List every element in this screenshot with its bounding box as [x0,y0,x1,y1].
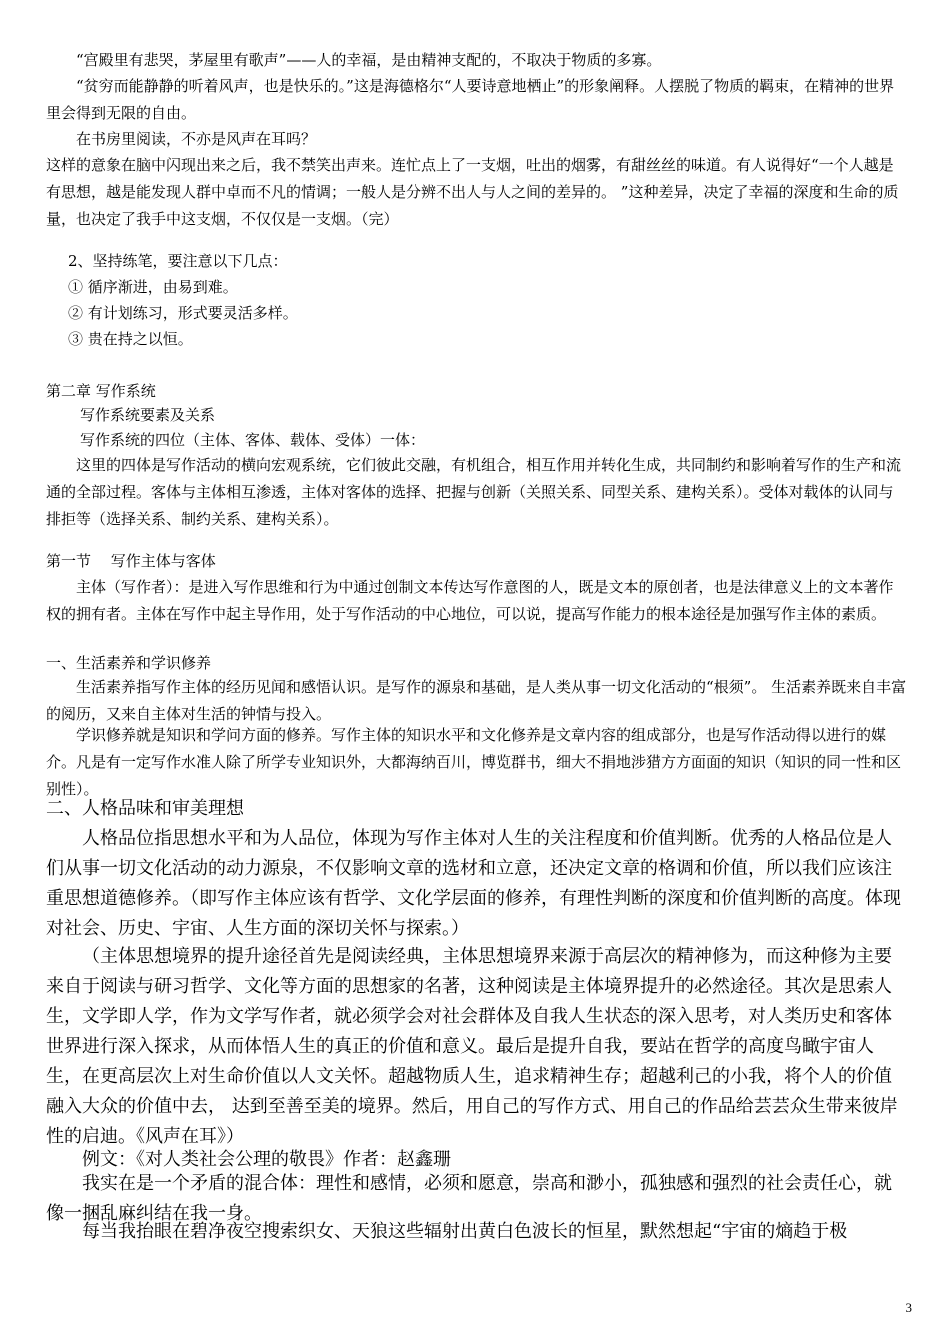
example-title: 例文：《对人类社会公理的敬畏》作者：赵鑫珊 [82,1149,451,1170]
paragraph-improvement-paths: （主体思想境界的提升途径首先是阅读经典，主体思想境界来源于高层次的精神修为，而这种修为主要来自于阅读与研习哲学、文化等方面的思想家的名著，这种阅读是主体境界提升的必然途径。其次是思索人生，文学即人学，作为文学写作者，就必须学会对社会群体及自我人生状态的深入思考，对人类历史和客体世界进行深入探求，从而体悟人生的真正的价值和意义。最后是提升自我，要站在哲学的高度鸟瞰宇宙人生，在更高层次上对生命价值以人文关怀。超越物质人生，追求精神生存；超越利己的小我，将个人的价值融入大众的价值中去， 达到至善至美的境界。然后，用自己的写作方式、用自己的作品给芸芸众生带来彼岸性的启迪。《风声在耳》） [46,946,898,1147]
list-item-2: ② 有计划练习，形式要灵活多样。 [68,304,298,322]
paragraph-smoke: 这样的意象在脑中闪现出来之后，我不禁笑出声来。连忙点上了一支烟，吐出的烟雾，有甜丝丝的味道。有人说得好“一个人越是有思想，越是能发现人群中卓而不凡的情调；一般人是分辨不出人与人之间的差异的。 ”这种差异，决定了幸福的深度和生命的质量，也决定了我手中这支烟，不仅仅是一支烟。（完） [46,156,899,228]
paragraph-heidegger: “贫穷而能静静的听着风声，也是快乐的。”这是海德格尔“人要诗意地栖止”的形象阐释。人摆脱了物质的羁束，在精神的世界里会得到无限的自由。 [46,77,895,122]
list-heading-practice: 2、坚持练笔，要注意以下几点： [68,252,288,270]
heading-life-knowledge: 一、生活素养和学识修养 [46,654,212,672]
chapter-title: 第二章 写作系统 [46,382,156,400]
paragraph-subject-definition: 主体（写作者）：是进入写作思维和行为中通过创制文本传达写作意图的人，既是文本的原创者，也是法律意义上的文本著作权的拥有者。主体在写作中起主导作用，处于写作活动的中心地位，可以说，提高写作能力的根本途径是加强写作主体的素质。 [46,578,894,623]
paragraph-quote-palace: “宫殿里有悲哭，茅屋里有歌声”——人的幸福，是由精神支配的，不取决于物质的多寡。 [76,51,662,69]
heading-personality-aesthetics: 二、人格品味和审美理想 [46,798,244,819]
paragraph-knowledge-cultivation: 学识修养就是知识和学问方面的修养。写作主体的知识水平和文化修养是文章内容的组成部分，也是写作活动得以进行的媒介。凡是有一定写作水准人除了所学专业知识外，大都海纳百川，博览群书，细大不捐地涉猎方方面面的知识（知识的同一性和区别性）。 [46,726,902,798]
paragraph-four-elements: 写作系统的四位（主体、客体、载体、受体）一体： [80,431,426,449]
list-item-1: ① 循序渐进，由易到难。 [68,278,238,296]
paragraph-personality: 人格品位指思想水平和为人品位，体现为写作主体对人生的关注程度和价值判断。优秀的人格品位是人们从事一切文化活动的动力源泉，不仅影响文章的选材和立意，还决定文章的格调和价值，所以我们应该注重思想道德修养。（即写作主体应该有哲学、文化学层面的修养，有理性判断的深度和价值判断的高度。体现对社会、历史、宇宙、人生方面的深切关怀与探索。） [46,828,901,939]
paragraph-system-explanation: 这里的四体是写作活动的横向宏观系统，它们彼此交融，有机组合，相互作用并转化生成，共同制约和影响着写作的生产和流通的全部过程。客体与主体相互渗透，主体对客体的选择、把握与创新（关照关系、同型关系、建构关系）。受体对载体的认同与排拒等（选择关系、制约关系、建构关系）。 [46,456,902,528]
paragraph-study-reading: 在书房里阅读，不亦是风声在耳吗？ [76,130,317,148]
section-heading-subject-object: 第一节 写作主体与客体 [46,552,216,570]
paragraph-stars: 每当我抬眼在碧净夜空搜索织女、天狼这些辐射出黄白色波长的恒星，默然想起“宇宙的熵趋于极 [82,1221,848,1242]
paragraph-life-literacy: 生活素养指写作主体的经历见闻和感悟认识。是写作的源泉和基础，是人类从事一切文化活动的“根须”。 生活素养既来自丰富的阅历，又来自主体对生活的钟情与投入。 [46,678,907,723]
paragraph-contradiction: 我实在是一个矛盾的混合体：理性和感情，必须和愿意，崇高和渺小，孤独感和强烈的社会责任心，就像一捆乱麻纠结在我一身。 [46,1173,892,1224]
page-number: 3 [905,1300,912,1315]
section-subtitle: 写作系统要素及关系 [80,406,216,424]
list-item-3: ③ 贵在持之以恒。 [68,330,193,348]
